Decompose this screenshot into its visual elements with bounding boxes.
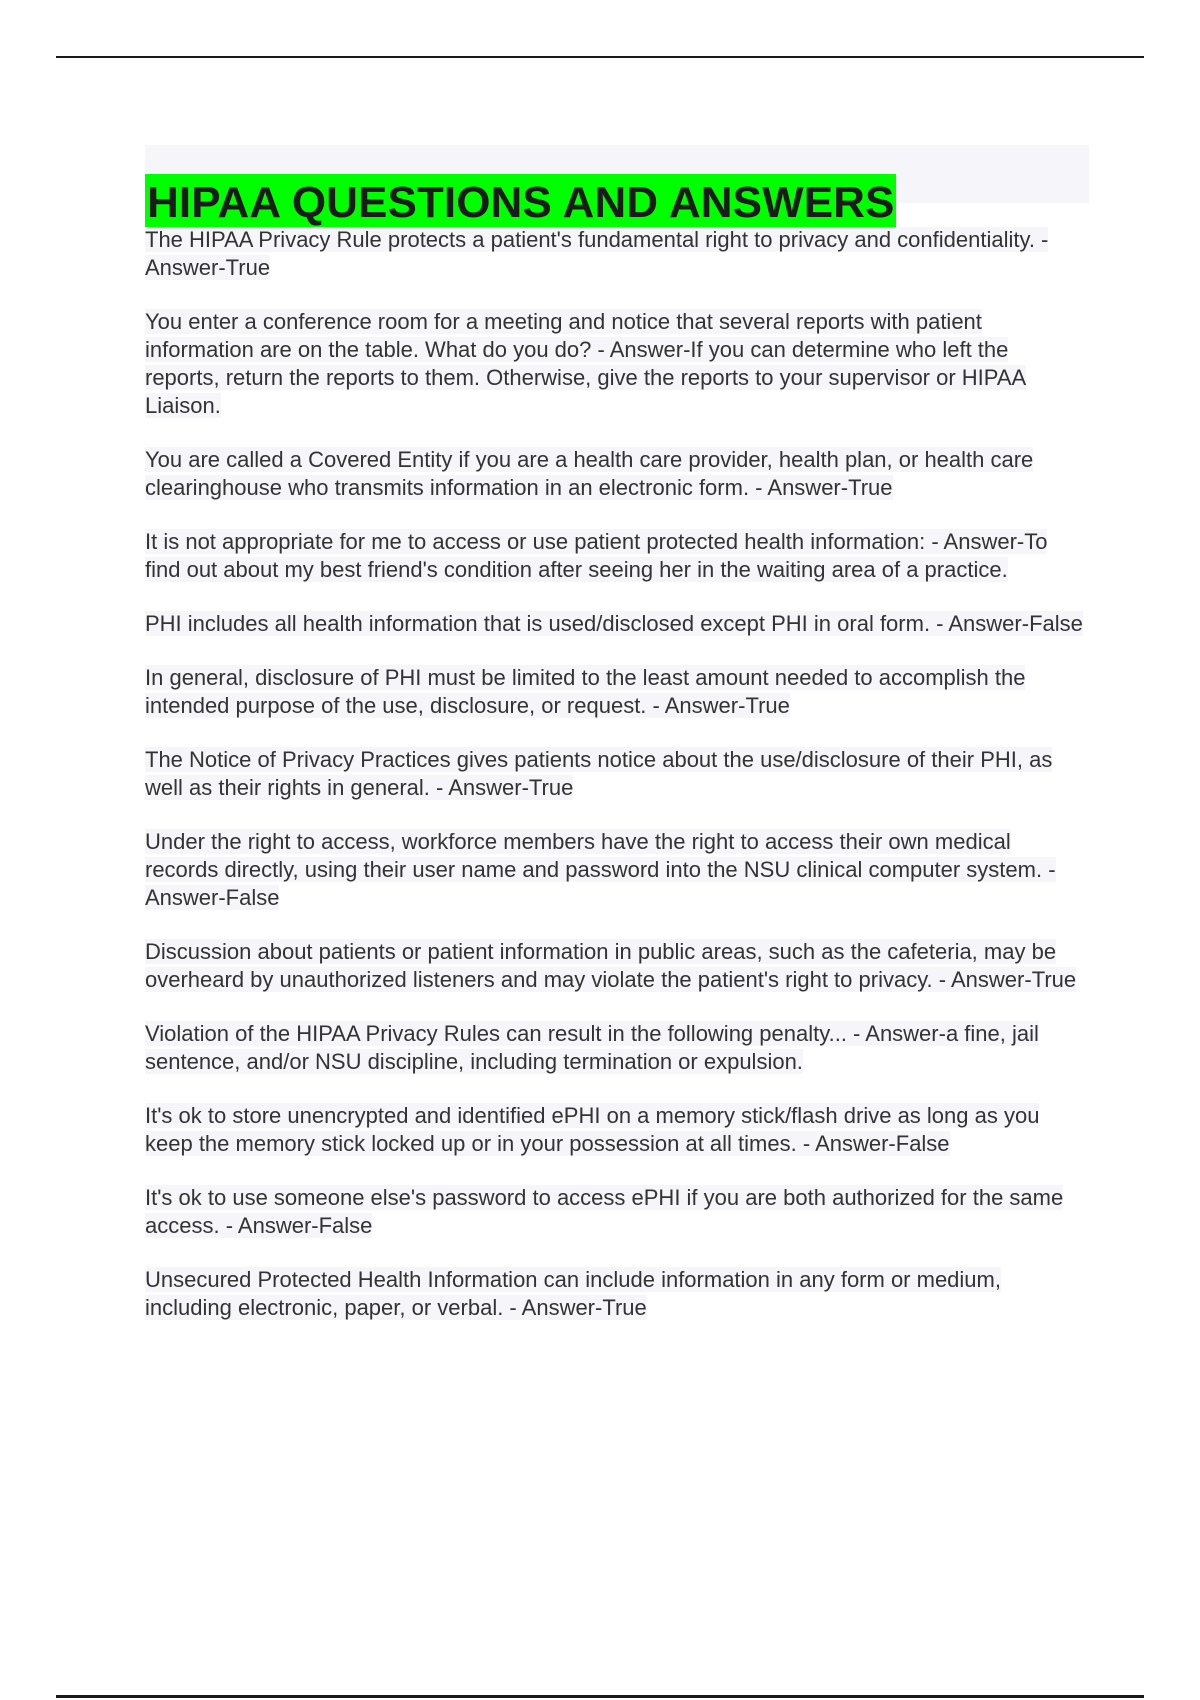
qa-item: The HIPAA Privacy Rule protects a patient's fundamental right to privacy and confidentiality. - Answer-True — [145, 227, 1049, 280]
qa-item: PHI includes all health information that is used/disclosed except PHI in oral form. - Answer-False — [145, 611, 1083, 636]
qa-item: You are called a Covered Entity if you are a health care provider, health plan, or health care clearinghouse who transmits information in an electronic form. - Answer-True — [145, 447, 1034, 500]
qa-item: It's ok to store unencrypted and identified ePHI on a memory stick/flash drive as long as you keep the memory stick locked up or in your possession at all times. - Answer-False — [145, 1103, 1040, 1156]
qa-item: Under the right to access, workforce members have the right to access their own medical records directly, using their user name and password into the NSU clinical computer system. - Answer-False — [145, 829, 1056, 910]
header-rule — [56, 56, 1144, 58]
qa-item: Discussion about patients or patient information in public areas, such as the cafeteria, may be overheard by unauthorized listeners and may violate the patient's right to privacy. - Answer-True — [145, 939, 1077, 992]
qa-item: The Notice of Privacy Practices gives patients notice about the use/disclosure of their PHI, as well as their rights in general. - Answer-True — [145, 747, 1053, 800]
qa-item: In general, disclosure of PHI must be limited to the least amount needed to accomplish the intended purpose of the use, disclosure, or request. - Answer-True — [145, 665, 1026, 718]
qa-item: It is not appropriate for me to access or use patient protected health information: - Answer-To find out about my best friend's condition after seeing her in the waiting area of a practice. — [145, 529, 1048, 582]
qa-item: Unsecured Protected Health Information can include information in any form or medium, including electronic, paper, or verbal. - Answer-True — [145, 1267, 1001, 1320]
qa-item: You enter a conference room for a meeting and notice that several reports with patient information are on the table. What do you do? - Answer-If you can determine who left the reports, return the reports to them. Otherwise, give the reports to your supervisor or HIPAA Liaison. — [145, 309, 1027, 418]
footer-rule — [56, 1695, 1144, 1698]
qa-item: It's ok to use someone else's password to access ePHI if you are both authorized for the same access. - Answer-False — [145, 1185, 1064, 1238]
title-row — [145, 145, 1089, 228]
page-title: HIPAA QUESTIONS AND ANSWERS — [145, 174, 896, 232]
document-body — [145, 145, 1089, 1348]
qa-item: Violation of the HIPAA Privacy Rules can result in the following penalty... - Answer-a fine, jail sentence, and/or NSU discipline, including termination or expulsion. — [145, 1021, 1039, 1074]
